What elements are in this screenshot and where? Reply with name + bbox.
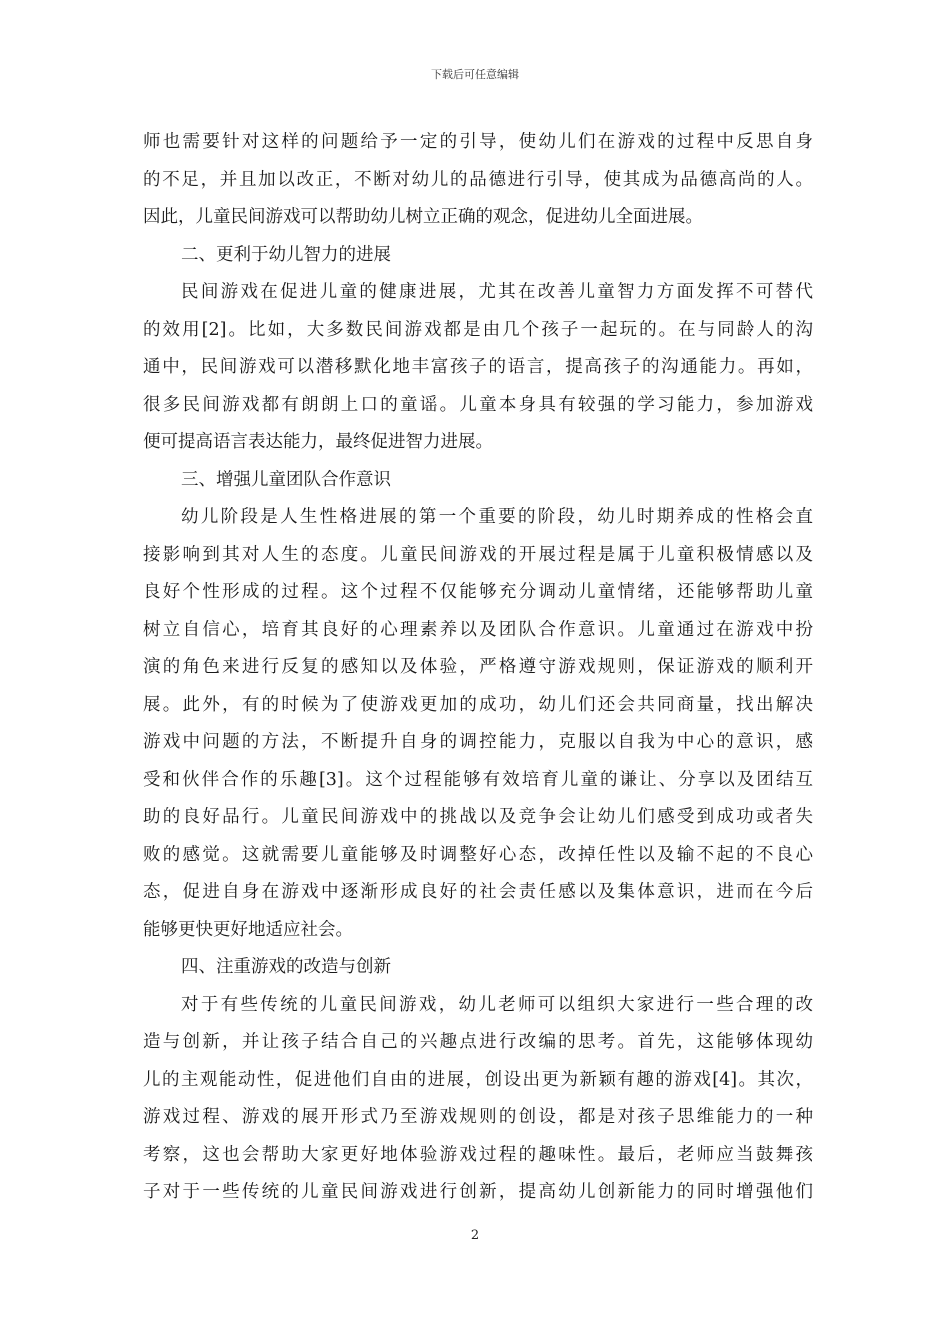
body-line: 儿的主观能动性，促进他们自由的进展，创设出更为新颖有趣的游戏[4]。其次， bbox=[143, 1069, 813, 1090]
body-line: 态，促进自身在游戏中逐渐形成良好的社会责任感以及集体意识，进而在今后 bbox=[143, 882, 813, 902]
page-number: 2 bbox=[470, 1228, 480, 1243]
body-line: 受和伙伴合作的乐趣[3]。这个过程能够有效培育儿童的谦让、分享以及团结互 bbox=[143, 769, 813, 790]
body-line: 游戏过程、游戏的展开形式乃至游戏规则的创设，都是对孩子思维能力的一种 bbox=[143, 1107, 813, 1127]
body-line: 师也需要针对这样的问题给予一定的引导，使幼儿们在游戏的过程中反思自身 bbox=[143, 132, 813, 152]
body-line: 便可提高语言表达能力，最终促进智力进展。 bbox=[143, 432, 493, 452]
body-line: 演的角色来进行反复的感知以及体验，严格遵守游戏规则，保证游戏的顺利开 bbox=[143, 657, 813, 677]
page-header: 下载后可任意编辑 bbox=[431, 68, 519, 81]
body-line: 败的感觉。这就需要儿童能够及时调整好心态，改掉任性以及输不起的不良心 bbox=[143, 844, 813, 865]
body-line: 游戏中问题的方法，不断提升自身的调控能力，克服以自我为中心的意识，感 bbox=[143, 732, 813, 752]
body-line: 能够更快更好地适应社会。 bbox=[143, 919, 353, 940]
body-line: 展。此外，有的时候为了使游戏更加的成功，幼儿们还会共同商量，找出解决 bbox=[143, 694, 813, 715]
body-line: 造与创新，并让孩子结合自己的兴趣点进行改编的思考。首先，这能够体现幼 bbox=[143, 1032, 813, 1052]
body-line: 考察，这也会帮助大家更好地体验游戏过程的趣味性。最后，老师应当鼓舞孩 bbox=[143, 1144, 813, 1165]
body-line: 子对于一些传统的儿童民间游戏进行创新，提高幼儿创新能力的同时增强他们 bbox=[143, 1182, 813, 1202]
section-heading: 三、增强儿童团队合作意识 bbox=[181, 469, 391, 490]
body-line: 幼儿阶段是人生性格进展的第一个重要的阶段，幼儿时期养成的性格会直 bbox=[181, 507, 813, 527]
body-line: 民间游戏在促进儿童的健康进展，尤其在改善儿童智力方面发挥不可替代 bbox=[181, 282, 813, 302]
body-line: 接影响到其对人生的态度。儿童民间游戏的开展过程是属于儿童积极情感以及 bbox=[143, 544, 813, 565]
body-line: 树立自信心，培育其良好的心理素养以及团队合作意识。儿童通过在游戏中扮 bbox=[143, 619, 813, 640]
document-body bbox=[143, 124, 813, 1212]
section-heading: 二、更利于幼儿智力的进展 bbox=[181, 244, 391, 265]
body-line: 良好个性形成的过程。这个过程不仅能够充分调动儿童情绪，还能够帮助儿童 bbox=[143, 582, 813, 602]
body-line: 通中，民间游戏可以潜移默化地丰富孩子的语言，提高孩子的沟通能力。再如， bbox=[143, 357, 813, 377]
body-line: 的不足，并且加以改正，不断对幼儿的品德进行引导，使其成为品德高尚的人。 bbox=[143, 169, 813, 190]
body-line: 对于有些传统的儿童民间游戏，幼儿老师可以组织大家进行一些合理的改 bbox=[181, 994, 813, 1015]
body-line: 因此，儿童民间游戏可以帮助幼儿树立正确的观念，促进幼儿全面进展。 bbox=[143, 207, 703, 227]
body-line: 助的良好品行。儿童民间游戏中的挑战以及竞争会让幼儿们感受到成功或者失 bbox=[143, 807, 813, 827]
section-heading: 四、注重游戏的改造与创新 bbox=[181, 957, 391, 977]
body-line: 很多民间游戏都有朗朗上口的童谣。儿童本身具有较强的学习能力，参加游戏 bbox=[143, 394, 813, 415]
body-line: 的效用[2]。比如，大多数民间游戏都是由几个孩子一起玩的。在与同龄人的沟 bbox=[143, 319, 813, 340]
